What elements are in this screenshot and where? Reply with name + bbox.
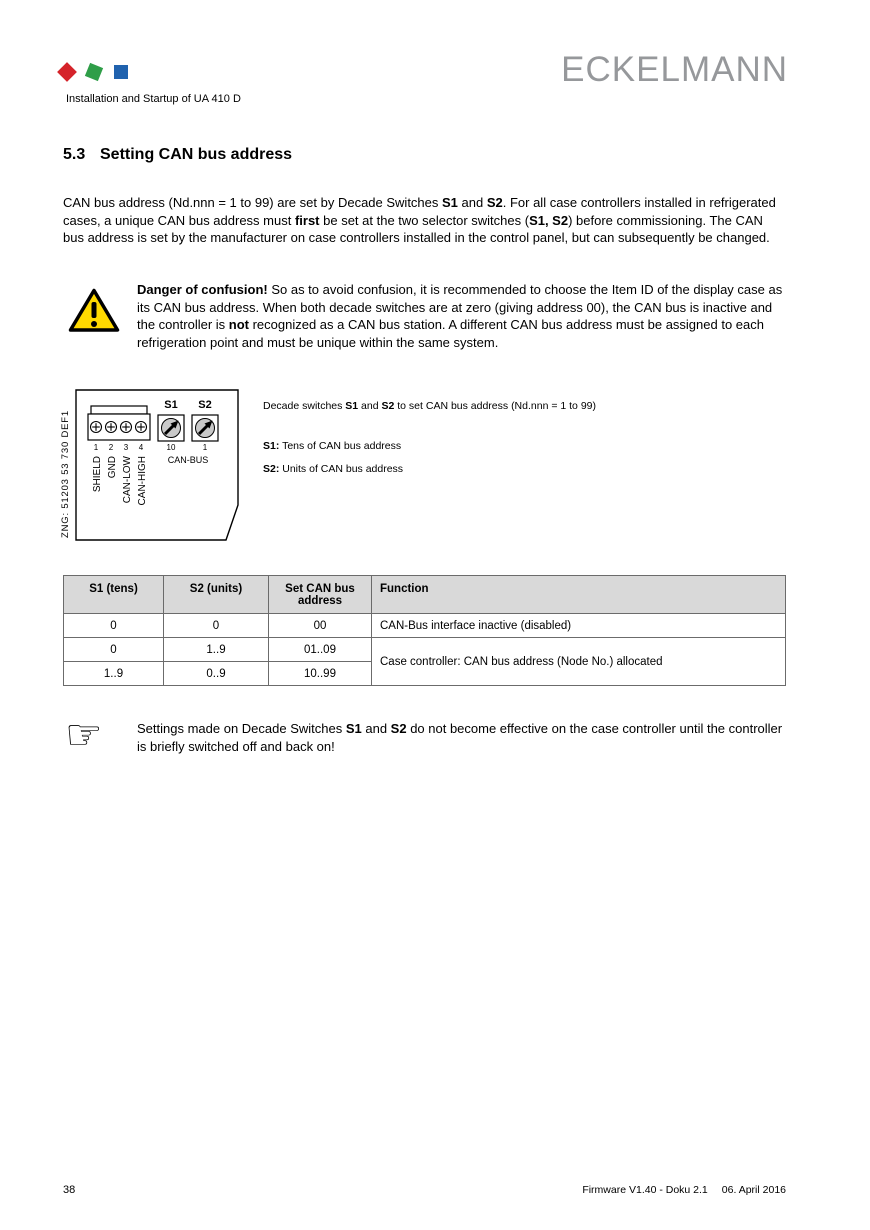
pin-label-gnd: GND [107, 456, 118, 479]
header-s2-units: S2 (units) [164, 576, 269, 614]
bold-term-s1: S1 [442, 195, 458, 210]
s2-description [263, 463, 783, 476]
can-address-table [63, 575, 786, 686]
cell-s1: 0 [64, 638, 164, 662]
section-number: 5.3 [63, 146, 86, 163]
table-header-row [64, 576, 786, 614]
cell-s2: 0 [164, 614, 269, 638]
can-bus-label: CAN-BUS [167, 455, 209, 465]
pin-label-shield: SHIELD [92, 456, 103, 493]
table-row [64, 614, 786, 638]
page-number: 38 [63, 1184, 76, 1196]
cell-function-merged: Case controller: CAN bus address (Node No.) allocated [372, 638, 786, 686]
text-run: and [358, 400, 382, 412]
s1-description-label: S1: [263, 440, 280, 452]
bold-term-s2: S2 [390, 721, 407, 736]
intro-paragraph [63, 194, 786, 247]
s1-description [263, 440, 783, 453]
text-run: and [457, 195, 487, 210]
pin-label-can-low: CAN-LOW [122, 456, 133, 504]
cell-s1: 0 [64, 614, 164, 638]
text-run: Units of CAN bus address [279, 463, 404, 475]
terminal-number-4: 4 [138, 443, 144, 452]
bold-term-first: first [294, 212, 320, 228]
s1-switch-label: S1 [164, 399, 178, 411]
header-set-address: Set CAN bus address [269, 576, 372, 614]
terminal-number-2: 2 [108, 443, 114, 452]
warning-text [137, 281, 786, 351]
cell-address: 01..09 [269, 638, 372, 662]
logo-green-diamond-icon [85, 63, 103, 81]
note-block [63, 710, 786, 759]
text-run: CAN bus address (Nd.nnn = 1 to 99) are set by Decade Switches [63, 195, 442, 210]
bold-term-s2: S2 [381, 400, 395, 412]
document-title: Installation and Startup of UA 410 D [66, 93, 241, 105]
text-run: . For all case controllers installed in refrigerated cases, a unique CAN bus address must [63, 195, 776, 228]
text-run: be set at the two selector switches ( [319, 212, 530, 228]
s2-rotary-switch [192, 415, 218, 441]
cell-function: CAN-Bus interface inactive (disabled) [372, 614, 786, 638]
warning-triangle-icon [68, 287, 120, 334]
warning-title: Danger of confusion! [137, 282, 268, 297]
header-s1-tens: S1 (tens) [64, 576, 164, 614]
cell-address: 00 [269, 614, 372, 638]
text-run: Tens of CAN bus address [279, 440, 402, 452]
cell-s2: 0..9 [164, 662, 269, 686]
text-run: Settings made on Decade Switches [137, 721, 346, 736]
section-heading [63, 146, 292, 164]
cell-address: 10..99 [269, 662, 372, 686]
can-connector-figure [56, 386, 256, 548]
terminal-number-1: 1 [93, 443, 99, 452]
figure-caption [263, 400, 783, 413]
table-row [64, 638, 786, 662]
cell-s1: 1..9 [64, 662, 164, 686]
note-text [137, 720, 786, 755]
logo-blue-square-icon [114, 65, 128, 79]
drawing-number-label: ZNG: 51203 53 730 DEF1 [60, 410, 71, 538]
footer-info [582, 1184, 786, 1196]
s1-rotary-switch [158, 415, 184, 441]
section-title: Setting CAN bus address [100, 146, 293, 163]
s1-tens-value: 10 [166, 443, 176, 452]
firmware-version: Firmware V1.40 - Doku 2.1 [582, 1184, 708, 1196]
bold-term-s1-s2: S1, S2 [529, 212, 569, 228]
bold-term-not: not [228, 317, 249, 332]
figure-captions [263, 400, 783, 476]
text-run: recognized as a CAN bus station. A different CAN bus address must be assigned to each refrigeration point and must be unique within the same system. [137, 317, 764, 350]
cell-s2: 1..9 [164, 638, 269, 662]
company-logo [60, 60, 128, 84]
text-run: So as to avoid confusion, it is recommended to choose the Item ID of the display case as its CAN bus address. When both decade switches are at zero (giving address 00), the CAN bus is inactive and the controller is [137, 282, 783, 332]
s2-switch-label: S2 [198, 399, 212, 411]
bold-term-s1: S1 [345, 400, 359, 412]
pointing-hand-icon: ☞ [65, 710, 103, 759]
terminal-block [88, 406, 150, 440]
bold-term-s1: S1 [345, 721, 362, 736]
footer-date: 06. April 2016 [721, 1184, 786, 1196]
header-function: Function [372, 576, 786, 614]
note-icon-column [63, 710, 137, 759]
terminal-number-3: 3 [123, 443, 129, 452]
text-run: ) before commissioning. The CAN bus address is set by the manufacturer on case controllers installed in the control panel, but can subsequently be changed. [63, 212, 770, 245]
text-run: to set CAN bus address (Nd.nnn = 1 to 99) [394, 400, 596, 412]
warning-block [63, 281, 786, 351]
pin-label-can-high: CAN-HIGH [137, 456, 148, 506]
s2-units-value: 1 [202, 443, 208, 452]
text-run: do not become effective on the case controller until the controller is briefly switched off and back on! [137, 721, 783, 754]
brand-wordmark: ECKELMANN [561, 50, 788, 89]
logo-red-diamond-icon [57, 62, 77, 82]
s2-description-label: S2: [263, 463, 280, 475]
bold-term-s2: S2 [486, 195, 503, 210]
warning-icon-column [63, 281, 137, 351]
text-run: Decade switches [263, 400, 346, 412]
text-run: and [361, 721, 391, 736]
